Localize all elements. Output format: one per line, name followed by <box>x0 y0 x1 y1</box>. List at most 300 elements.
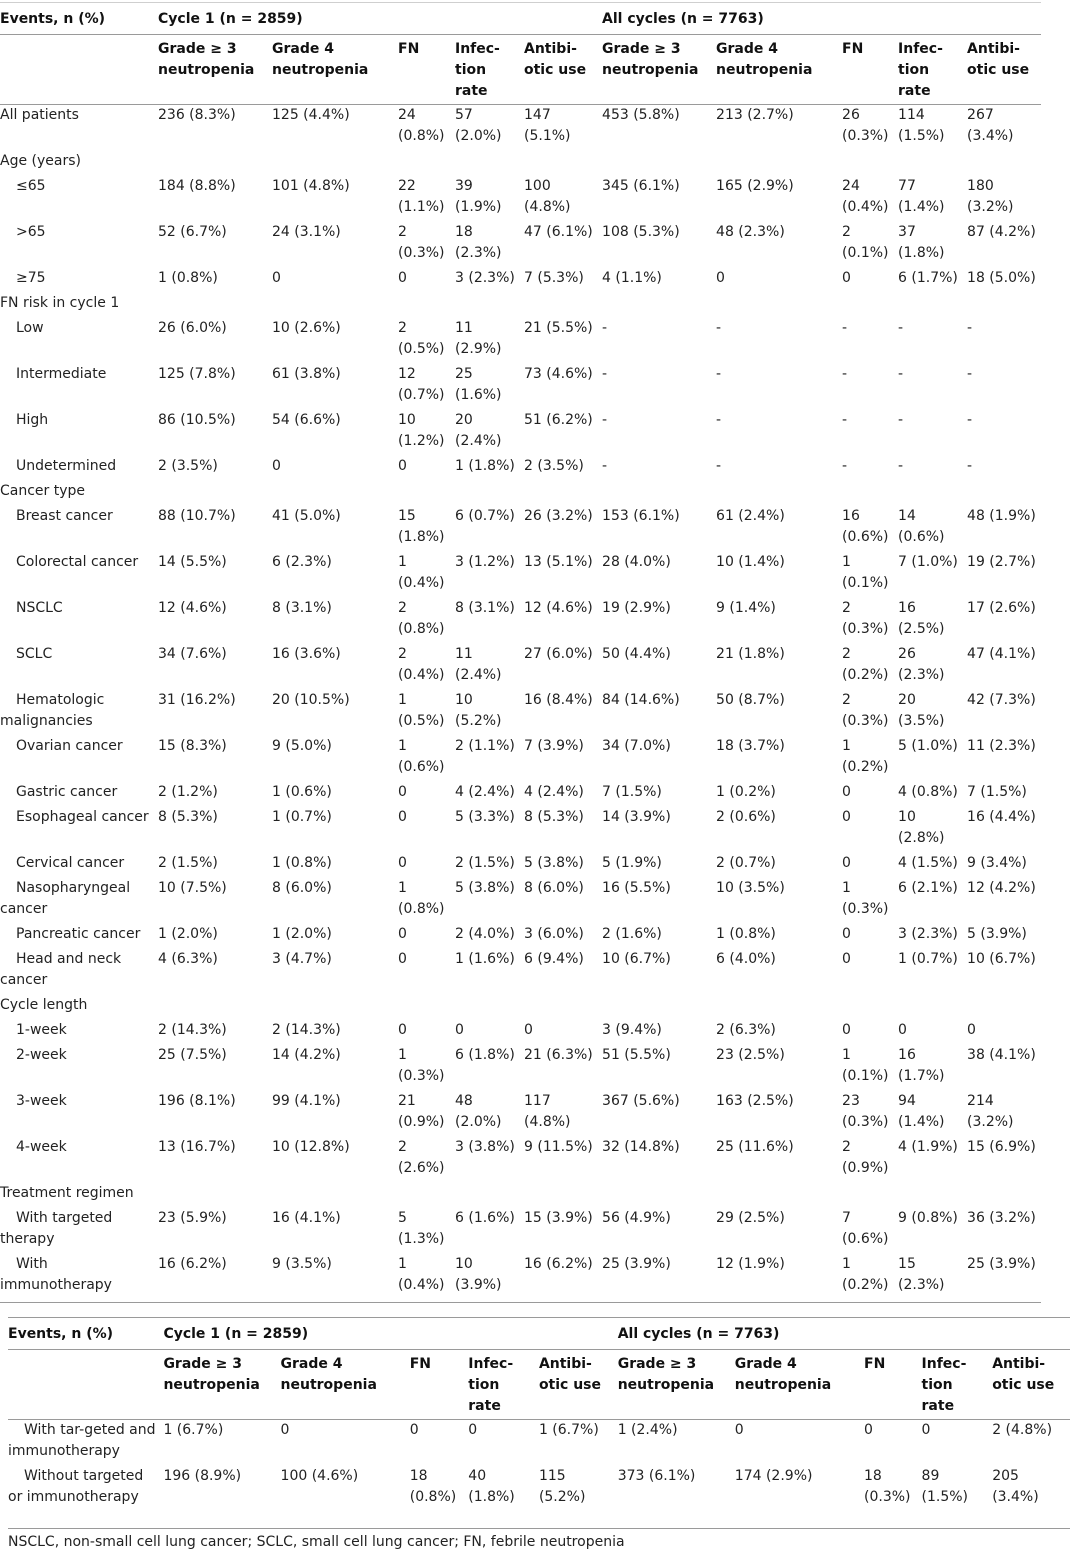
data-cell: 87 (4.2%) <box>967 224 1036 240</box>
data-cell: 15 (8.3%) <box>158 738 227 754</box>
blank-header <box>0 35 158 105</box>
data-cell: 1 (0.2%) <box>842 738 889 775</box>
col-header: Infec-tion rate <box>468 1350 539 1420</box>
data-cell: 61 (3.8%) <box>272 366 341 382</box>
data-cell: - <box>842 366 848 382</box>
data-cell: 47 (4.1%) <box>967 646 1036 662</box>
data-cell: 20 (3.5%) <box>898 692 945 729</box>
data-cell: 117 (4.8%) <box>524 1093 571 1130</box>
data-cell: 6 (9.4%) <box>524 951 584 967</box>
data-cell: 12 (1.9%) <box>716 1256 785 1272</box>
data-cell: 5 (3.8%) <box>455 880 515 896</box>
data-cell: 8 (3.1%) <box>455 600 515 616</box>
data-cell: 1 (0.8%) <box>158 270 218 286</box>
data-cell: - <box>967 458 973 474</box>
data-cell: 16 (4.1%) <box>272 1210 341 1226</box>
neutropenia-events-table <box>0 5 1041 1300</box>
row-label: Undetermined <box>16 458 117 474</box>
data-cell: 18 (2.3%) <box>455 224 502 261</box>
col-header: Grade ≥ 3 neutropenia <box>158 35 272 105</box>
col-header: Grade ≥ 3 neutropenia <box>618 1350 735 1420</box>
data-cell: 18 (0.8%) <box>409 1468 457 1505</box>
data-cell: 18 (5.0%) <box>967 270 1036 286</box>
data-cell: 18 (0.3%) <box>864 1468 911 1505</box>
data-cell: 0 <box>898 1022 907 1038</box>
data-cell: 25 (11.6%) <box>716 1139 794 1155</box>
data-cell: 373 (6.1%) <box>617 1468 696 1484</box>
col-header: FN <box>398 35 455 105</box>
data-cell: - <box>967 366 973 382</box>
data-cell: 13 (16.7%) <box>158 1139 236 1155</box>
table-row <box>0 552 1041 598</box>
data-cell: 6 (0.7%) <box>455 508 515 524</box>
data-cell: 9 (5.0%) <box>272 738 332 754</box>
data-cell: 0 <box>734 1422 744 1438</box>
data-cell: 1 (2.4%) <box>617 1422 678 1438</box>
data-cell: 163 (2.5%) <box>716 1093 794 1109</box>
data-cell: 13 (5.1%) <box>524 554 593 570</box>
data-cell: 26 (2.3%) <box>898 646 945 683</box>
table-footnote: NSCLC, non-small cell lung cancer; SCLC, small cell lung cancer; FN, febrile neutropenia <box>8 1534 625 1550</box>
data-cell: 16 (0.6%) <box>842 508 889 545</box>
data-cell: - <box>716 366 722 382</box>
data-cell: 19 (2.7%) <box>967 554 1036 570</box>
table-body <box>0 105 1041 1301</box>
row-label: Low <box>16 320 44 336</box>
row-label: 3-week <box>16 1093 67 1109</box>
data-cell: 21 (0.9%) <box>398 1093 445 1130</box>
row-label: With tar-geted and immunotherapy <box>8 1422 156 1459</box>
data-cell: 1 (6.7%) <box>163 1422 224 1438</box>
table-row <box>0 807 1041 853</box>
data-cell: 6 (1.8%) <box>455 1047 515 1063</box>
data-cell: 0 <box>842 809 851 825</box>
data-cell: 180 (3.2%) <box>967 178 1014 215</box>
data-cell: 213 (2.7%) <box>716 107 794 123</box>
row-label: Cervical cancer <box>16 855 125 871</box>
data-cell: 0 <box>398 855 407 871</box>
data-cell: 21 (1.8%) <box>716 646 785 662</box>
data-cell: 0 <box>468 1422 478 1438</box>
table-row <box>0 364 1041 410</box>
data-cell: 24 (3.1%) <box>272 224 341 240</box>
data-cell: 4 (0.8%) <box>898 784 958 800</box>
row-label: ≤65 <box>16 178 46 194</box>
data-cell: 16 (8.4%) <box>524 692 593 708</box>
table-row <box>0 1091 1041 1137</box>
data-cell: 2 (2.6%) <box>398 1139 445 1176</box>
row-label: 1-week <box>16 1022 67 1038</box>
col-header: Grade 4 neutropenia <box>281 1350 410 1420</box>
data-cell: 114 (1.5%) <box>898 107 945 144</box>
data-cell: 9 (11.5%) <box>524 1139 593 1155</box>
data-cell: 3 (6.0%) <box>524 926 584 942</box>
data-cell: 0 <box>409 1422 419 1438</box>
data-cell: 2 (0.3%) <box>842 692 889 729</box>
data-cell: 86 (10.5%) <box>158 412 236 428</box>
data-cell: 5 (1.3%) <box>398 1210 445 1247</box>
neutropenia-events-table-continued <box>8 1320 1070 1512</box>
data-cell: 1 (1.8%) <box>455 458 515 474</box>
table-row <box>8 1466 1070 1512</box>
col-header: Antibi-otic use <box>992 1350 1070 1420</box>
data-cell: 0 <box>842 784 851 800</box>
data-cell: 7 (1.0%) <box>898 554 958 570</box>
col-header: Infec-tion rate <box>898 35 967 105</box>
data-cell: 14 (4.2%) <box>272 1047 341 1063</box>
row-label: Hematologic malignancies <box>0 692 105 729</box>
col-header: Infec-tion rate <box>922 1350 993 1420</box>
data-cell: - <box>842 458 848 474</box>
data-cell: 1 (1.6%) <box>455 951 515 967</box>
table-row <box>0 598 1041 644</box>
table-row <box>0 1020 1041 1045</box>
data-cell: 1 (0.6%) <box>272 784 332 800</box>
data-cell: 10 (2.6%) <box>272 320 341 336</box>
data-cell: 7 (1.5%) <box>602 784 662 800</box>
row-label: High <box>16 412 49 428</box>
data-cell: 0 <box>842 926 851 942</box>
top-rule <box>0 2 1041 3</box>
data-cell: 48 (1.9%) <box>967 508 1036 524</box>
col-header: Grade ≥ 3 neutropenia <box>602 35 716 105</box>
col-header: Antibi-otic use <box>524 35 602 105</box>
data-cell: 2 (0.3%) <box>842 600 889 637</box>
data-cell: 16 (6.2%) <box>524 1256 593 1272</box>
data-cell: 10 (12.8%) <box>272 1139 350 1155</box>
data-cell: 2 (6.3%) <box>716 1022 776 1038</box>
allcycles-group-header: All cycles (n = 7763) <box>602 5 1041 35</box>
data-cell: 77 (1.4%) <box>898 178 945 215</box>
data-cell: 2 (0.3%) <box>398 224 445 261</box>
data-cell: 3 (2.3%) <box>455 270 515 286</box>
row-label: SCLC <box>16 646 53 662</box>
data-cell: 4 (1.1%) <box>602 270 662 286</box>
data-cell: 36 (3.2%) <box>967 1210 1036 1226</box>
section-label: Cycle length <box>0 997 88 1013</box>
data-cell: 16 (4.4%) <box>967 809 1036 825</box>
data-cell: 7 (5.3%) <box>524 270 584 286</box>
data-cell: 31 (16.2%) <box>158 692 236 708</box>
data-cell: 1 (0.8%) <box>398 880 445 917</box>
events-header: Events, n (%) <box>8 1320 163 1350</box>
data-cell: 26 (0.3%) <box>842 107 889 144</box>
data-cell: 2 (3.5%) <box>524 458 584 474</box>
data-cell: 12 (0.7%) <box>398 366 445 403</box>
data-cell: 0 <box>967 1022 976 1038</box>
data-cell: 4 (6.3%) <box>158 951 218 967</box>
data-cell: 40 (1.8%) <box>468 1468 515 1505</box>
data-cell: 2 (3.5%) <box>158 458 218 474</box>
data-cell: 27 (6.0%) <box>524 646 593 662</box>
section-row <box>0 1183 1041 1208</box>
data-cell: 0 <box>272 458 281 474</box>
data-cell: - <box>716 320 722 336</box>
cycle1-group-header: Cycle 1 (n = 2859) <box>158 5 602 35</box>
table-row <box>0 456 1041 481</box>
data-cell: 2 (14.3%) <box>272 1022 341 1038</box>
row-label: 4-week <box>16 1139 67 1155</box>
data-cell: 1 (0.7%) <box>272 809 332 825</box>
table-row <box>0 1045 1041 1091</box>
data-cell: 8 (6.0%) <box>524 880 584 896</box>
col-header: Antibi-otic use <box>967 35 1041 105</box>
col-header: FN <box>842 35 898 105</box>
data-cell: 0 <box>280 1422 290 1438</box>
data-cell: 26 (6.0%) <box>158 320 227 336</box>
col-header: FN <box>864 1350 922 1420</box>
data-cell: 16 (2.5%) <box>898 600 945 637</box>
data-cell: 8 (5.3%) <box>158 809 218 825</box>
data-cell: - <box>967 412 973 428</box>
data-cell: 2 (0.9%) <box>842 1139 889 1176</box>
data-cell: 6 (1.7%) <box>898 270 958 286</box>
data-cell: 9 (0.8%) <box>898 1210 958 1226</box>
table-row <box>0 318 1041 364</box>
data-cell: 51 (6.2%) <box>524 412 593 428</box>
data-cell: 25 (3.9%) <box>967 1256 1036 1272</box>
data-cell: - <box>602 366 608 382</box>
row-label: With immunotherapy <box>0 1256 112 1293</box>
data-cell: 0 <box>842 1022 851 1038</box>
data-cell: 0 <box>398 458 407 474</box>
row-label: Ovarian cancer <box>16 738 123 754</box>
data-cell: 21 (6.3%) <box>524 1047 593 1063</box>
data-cell: 1 (0.4%) <box>398 554 445 591</box>
table-row <box>0 736 1041 782</box>
section-spacer <box>158 1183 1041 1208</box>
data-cell: 6 (4.0%) <box>716 951 776 967</box>
data-cell: - <box>842 412 848 428</box>
data-cell: 23 (2.5%) <box>716 1047 785 1063</box>
data-cell: 57 (2.0%) <box>455 107 502 144</box>
data-cell: 14 (0.6%) <box>898 508 945 545</box>
data-cell: 42 (7.3%) <box>967 692 1036 708</box>
data-cell: 15 (3.9%) <box>524 1210 593 1226</box>
data-cell: 7 (3.9%) <box>524 738 584 754</box>
data-cell: 73 (4.6%) <box>524 366 593 382</box>
col-header: Antibi-otic use <box>539 1350 618 1420</box>
data-cell: 0 <box>398 1022 407 1038</box>
data-cell: 16 (5.5%) <box>602 880 671 896</box>
data-cell: 84 (14.6%) <box>602 692 680 708</box>
data-cell: 5 (1.0%) <box>898 738 958 754</box>
section-row <box>0 995 1041 1020</box>
data-cell: 16 (1.7%) <box>898 1047 945 1084</box>
data-cell: 51 (5.5%) <box>602 1047 671 1063</box>
data-cell: 4 (2.4%) <box>524 784 584 800</box>
data-cell: 20 (10.5%) <box>272 692 350 708</box>
data-cell: 1 (0.6%) <box>398 738 445 775</box>
table-row <box>0 268 1041 293</box>
data-cell: 16 (3.6%) <box>272 646 341 662</box>
data-cell: 12 (4.2%) <box>967 880 1036 896</box>
data-cell: 9 (3.4%) <box>967 855 1027 871</box>
section-label: Treatment regimen <box>0 1185 134 1201</box>
row-label: Nasopharyngeal cancer <box>0 880 131 917</box>
data-cell: 3 (1.2%) <box>455 554 515 570</box>
data-cell: 10 (1.4%) <box>716 554 785 570</box>
data-cell: 2 (1.5%) <box>158 855 218 871</box>
data-cell: - <box>602 320 608 336</box>
section-label: Cancer type <box>0 483 86 499</box>
data-cell: 8 (3.1%) <box>272 600 332 616</box>
data-cell: 1 (0.3%) <box>842 880 889 917</box>
data-cell: 2 (0.5%) <box>398 320 445 357</box>
data-cell: 205 (3.4%) <box>992 1468 1039 1505</box>
data-cell: 34 (7.0%) <box>602 738 671 754</box>
data-cell: 10 (3.5%) <box>716 880 785 896</box>
data-cell: 0 <box>272 270 281 286</box>
section-spacer <box>158 995 1041 1020</box>
data-cell: 38 (4.1%) <box>967 1047 1036 1063</box>
data-cell: 2 (4.0%) <box>455 926 515 942</box>
data-cell: 1 (0.1%) <box>842 554 889 591</box>
data-cell: 56 (4.9%) <box>602 1210 671 1226</box>
data-cell: 125 (7.8%) <box>158 366 236 382</box>
row-label: Breast cancer <box>16 508 113 524</box>
data-cell: 54 (6.6%) <box>272 412 341 428</box>
data-cell: 1 (0.8%) <box>716 926 776 942</box>
data-cell: 108 (5.3%) <box>602 224 680 240</box>
data-cell: 0 <box>398 951 407 967</box>
data-cell: 39 (1.9%) <box>455 178 502 215</box>
data-cell: 1 (0.1%) <box>842 1047 889 1084</box>
data-cell: 0 <box>842 270 851 286</box>
data-cell: 0 <box>842 951 851 967</box>
row-label: NSCLC <box>16 600 63 616</box>
data-cell: 14 (5.5%) <box>158 554 227 570</box>
data-cell: 2 (0.4%) <box>398 646 445 683</box>
data-cell: 12 (4.6%) <box>158 600 227 616</box>
data-cell: 50 (4.4%) <box>602 646 671 662</box>
data-cell: 174 (2.9%) <box>734 1468 813 1484</box>
row-label: Intermediate <box>16 366 107 382</box>
data-cell: 147 (5.1%) <box>524 107 571 144</box>
data-cell: 2 (4.8%) <box>992 1422 1053 1438</box>
data-cell: 10 (6.7%) <box>602 951 671 967</box>
data-cell: 23 (5.9%) <box>158 1210 227 1226</box>
data-cell: 214 (3.2%) <box>967 1093 1014 1130</box>
data-cell: 125 (4.4%) <box>272 107 350 123</box>
data-cell: 165 (2.9%) <box>716 178 794 194</box>
data-cell: 236 (8.3%) <box>158 107 236 123</box>
data-cell: - <box>967 320 973 336</box>
row-label: 2-week <box>16 1047 67 1063</box>
row-label: With targeted therapy <box>0 1210 113 1247</box>
data-cell: 2 (1.2%) <box>158 784 218 800</box>
data-cell: - <box>716 412 722 428</box>
data-cell: 1 (0.4%) <box>398 1256 445 1293</box>
continued-table-header <box>8 1320 1070 1420</box>
row-label: Esophageal cancer <box>16 809 149 825</box>
col-header: Grade 4 neutropenia <box>735 1350 864 1420</box>
data-cell: - <box>898 366 904 382</box>
data-cell: 61 (2.4%) <box>716 508 785 524</box>
data-cell: 3 (3.8%) <box>455 1139 515 1155</box>
data-cell: 24 (0.8%) <box>398 107 445 144</box>
data-cell: 5 (3.3%) <box>455 809 515 825</box>
data-cell: 32 (14.8%) <box>602 1139 680 1155</box>
data-cell: 3 (2.3%) <box>898 926 958 942</box>
data-cell: 7 (1.5%) <box>967 784 1027 800</box>
data-cell: 5 (3.9%) <box>967 926 1027 942</box>
data-cell: 10 (6.7%) <box>967 951 1036 967</box>
col-header: Grade 4 neutropenia <box>716 35 842 105</box>
data-cell: 3 (4.7%) <box>272 951 332 967</box>
data-cell: 345 (6.1%) <box>602 178 680 194</box>
data-cell: 5 (1.9%) <box>602 855 662 871</box>
data-cell: 89 (1.5%) <box>921 1468 969 1505</box>
table-row <box>0 878 1041 924</box>
table-row <box>0 924 1041 949</box>
data-cell: 99 (4.1%) <box>272 1093 341 1109</box>
data-cell: - <box>602 412 608 428</box>
data-cell: 10 (3.9%) <box>455 1256 502 1293</box>
data-cell: 47 (6.1%) <box>524 224 593 240</box>
data-cell: 1 (6.7%) <box>538 1422 599 1438</box>
data-cell: 41 (5.0%) <box>272 508 341 524</box>
data-cell: 100 (4.6%) <box>280 1468 359 1484</box>
data-cell: 2 (1.5%) <box>455 855 515 871</box>
data-cell: 1 (0.8%) <box>272 855 332 871</box>
data-cell: 8 (6.0%) <box>272 880 332 896</box>
data-cell: 24 (0.4%) <box>842 178 889 215</box>
continued-table-body <box>8 1420 1070 1513</box>
table-row <box>0 853 1041 878</box>
cycle1-group-header: Cycle 1 (n = 2859) <box>163 1320 617 1350</box>
data-cell: 1 (2.0%) <box>272 926 332 942</box>
data-cell: 0 <box>524 1022 533 1038</box>
data-cell: 25 (7.5%) <box>158 1047 227 1063</box>
data-cell: 0 <box>455 1022 464 1038</box>
table-row <box>0 222 1041 268</box>
data-cell: 94 (1.4%) <box>898 1093 945 1130</box>
data-cell: 3 (9.4%) <box>602 1022 662 1038</box>
data-cell: 7 (0.6%) <box>842 1210 889 1247</box>
data-cell: 11 (2.3%) <box>967 738 1036 754</box>
data-cell: 9 (1.4%) <box>716 600 776 616</box>
data-cell: 453 (5.8%) <box>602 107 680 123</box>
data-cell: 22 (1.1%) <box>398 178 445 215</box>
data-cell: 26 (3.2%) <box>524 508 593 524</box>
data-cell: 4 (1.5%) <box>898 855 958 871</box>
data-cell: - <box>898 320 904 336</box>
data-cell: 23 (0.3%) <box>842 1093 889 1130</box>
data-cell: 21 (5.5%) <box>524 320 593 336</box>
data-cell: 4 (2.4%) <box>455 784 515 800</box>
data-cell: 25 (1.6%) <box>455 366 502 403</box>
section-spacer <box>158 151 1041 176</box>
row-label: Pancreatic cancer <box>16 926 141 942</box>
data-cell: 2 (0.8%) <box>398 600 445 637</box>
data-cell: 2 (0.2%) <box>842 646 889 683</box>
data-cell: 1 (0.7%) <box>898 951 958 967</box>
col-header: Grade ≥ 3 neutropenia <box>163 1350 280 1420</box>
data-cell: 184 (8.8%) <box>158 178 236 194</box>
data-cell: 0 <box>842 855 851 871</box>
data-cell: 4 (1.9%) <box>898 1139 958 1155</box>
data-cell: 267 (3.4%) <box>967 107 1014 144</box>
table-row <box>0 782 1041 807</box>
data-cell: 6 (2.3%) <box>272 554 332 570</box>
continued-bottom-rule <box>8 1528 1070 1529</box>
data-cell: 16 (6.2%) <box>158 1256 227 1272</box>
data-cell: 20 (2.4%) <box>455 412 502 449</box>
section-label: FN risk in cycle 1 <box>0 295 120 311</box>
table-row <box>0 1208 1041 1254</box>
data-cell: 52 (6.7%) <box>158 224 227 240</box>
